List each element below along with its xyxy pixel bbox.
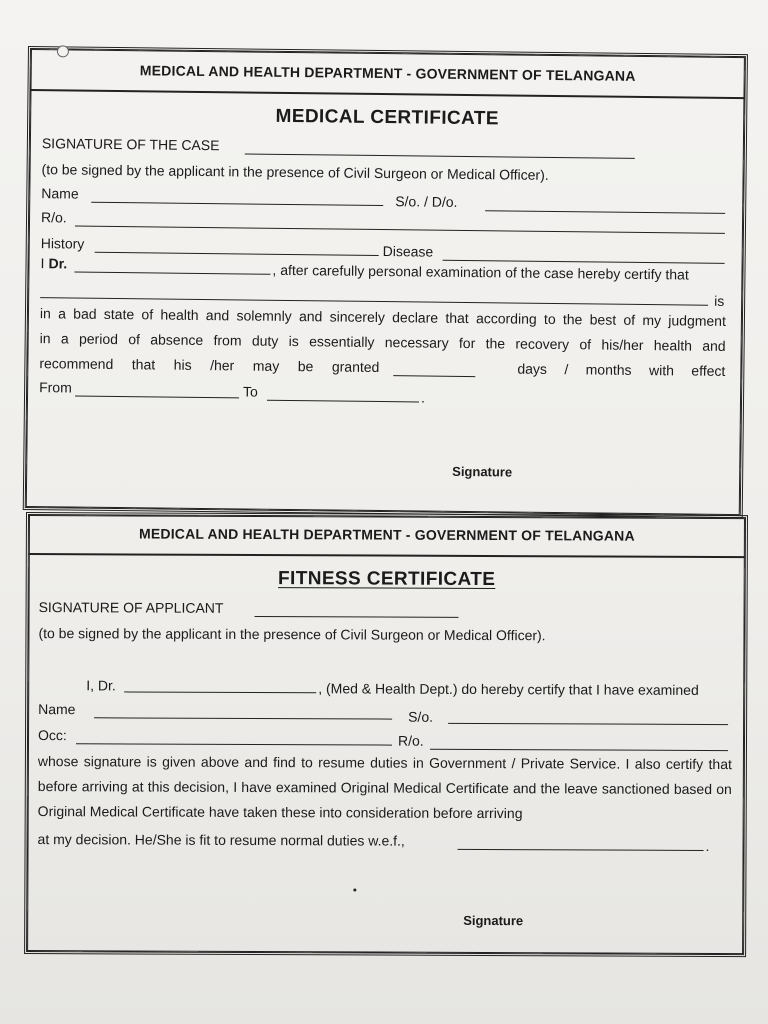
so-field[interactable]: [448, 723, 728, 725]
certify-text: , (Med & Health Dept.) do hereby certify that I have examined: [318, 680, 699, 698]
signed-note: (to be signed by the applicant in the presence of Civil Surgeon or Medical Officer).: [41, 161, 549, 183]
leave-duration-field[interactable]: [393, 375, 475, 377]
so-label: S/o.: [408, 708, 434, 725]
occupation-field[interactable]: [76, 743, 392, 745]
medical-certificate-form: [23, 46, 748, 518]
patient-name-field[interactable]: [40, 297, 708, 306]
ro-field[interactable]: [75, 226, 725, 234]
signature-label: Signature: [463, 912, 524, 929]
history-field[interactable]: [95, 252, 379, 256]
is-text: is: [714, 292, 725, 309]
so-do-field[interactable]: [485, 210, 725, 214]
signature-of-applicant-field[interactable]: [255, 616, 459, 618]
certify-text: , after carefully personal examination of the case hereby certify that: [272, 261, 689, 283]
i-dr-label: I, Dr.: [86, 677, 116, 694]
fitness-certificate-form: [24, 512, 748, 957]
certificate-title: FITNESS CERTIFICATE: [278, 568, 496, 591]
occ-label: Occ:: [37, 727, 67, 744]
i-label: I: [40, 255, 45, 272]
signature-of-case-field[interactable]: [245, 153, 635, 158]
name-label: Name: [38, 701, 76, 718]
to-period: .: [420, 389, 426, 406]
resume-date-field[interactable]: [458, 849, 704, 851]
last-line-text: at my decision. He/She is fit to resume normal duties w.e.f.,: [37, 831, 405, 849]
ro-label: R/o.: [40, 209, 67, 226]
from-label: From: [39, 379, 72, 396]
signature-of-applicant-label: SIGNATURE OF APPLICANT: [38, 599, 224, 616]
to-label: To: [243, 383, 258, 400]
signature-of-case-label: SIGNATURE OF THE CASE: [41, 135, 220, 154]
resume-date-period: .: [705, 837, 710, 854]
name-field[interactable]: [91, 202, 383, 206]
disease-label: Disease: [382, 243, 434, 260]
ro-label: R/o.: [397, 732, 424, 749]
history-label: History: [40, 235, 85, 252]
department-header: MEDICAL AND HEALTH DEPARTMENT - GOVERNMENT OF TELANGANA: [29, 525, 745, 558]
department-header: MEDICAL AND HEALTH DEPARTMENT - GOVERNMENT OF TELANGANA: [30, 61, 744, 99]
to-date-field[interactable]: [267, 400, 419, 403]
name-label: Name: [41, 185, 79, 202]
ink-dot: [353, 888, 356, 891]
doctor-name-field[interactable]: [74, 272, 270, 275]
signed-note: (to be signed by the applicant in the presence of Civil Surgeon or Medical Officer).: [38, 625, 546, 644]
recommend-text: recommend that his /her may be granted: [39, 355, 380, 376]
signature-label: Signature: [452, 463, 513, 480]
doctor-name-field[interactable]: [124, 691, 316, 693]
name-field[interactable]: [94, 717, 392, 719]
fitness-declaration-text: whose signature is given above and find to resume duties in Government / Private Service. I also certify that before arriving at this decision, I have examined Original Medical Certificate and the leave sanctioned based on Original Medical Certificate have taken these into consideration before arriving: [37, 753, 732, 822]
punch-hole-mark: [57, 45, 69, 57]
certificate-title: MEDICAL CERTIFICATE: [275, 105, 499, 130]
dr-label: Dr.: [48, 255, 68, 272]
days-months-text: days / months with effect: [517, 360, 726, 379]
declaration-line-2: in a period of absence from duty is essentially necessary for the recovery of his/her health and: [39, 330, 726, 354]
from-date-field[interactable]: [75, 396, 239, 399]
declaration-line-1: in a bad state of health and solemnly and sincerely declare that according to the best of my judgment: [39, 305, 727, 329]
so-do-label: S/o. / D/o.: [395, 193, 458, 210]
